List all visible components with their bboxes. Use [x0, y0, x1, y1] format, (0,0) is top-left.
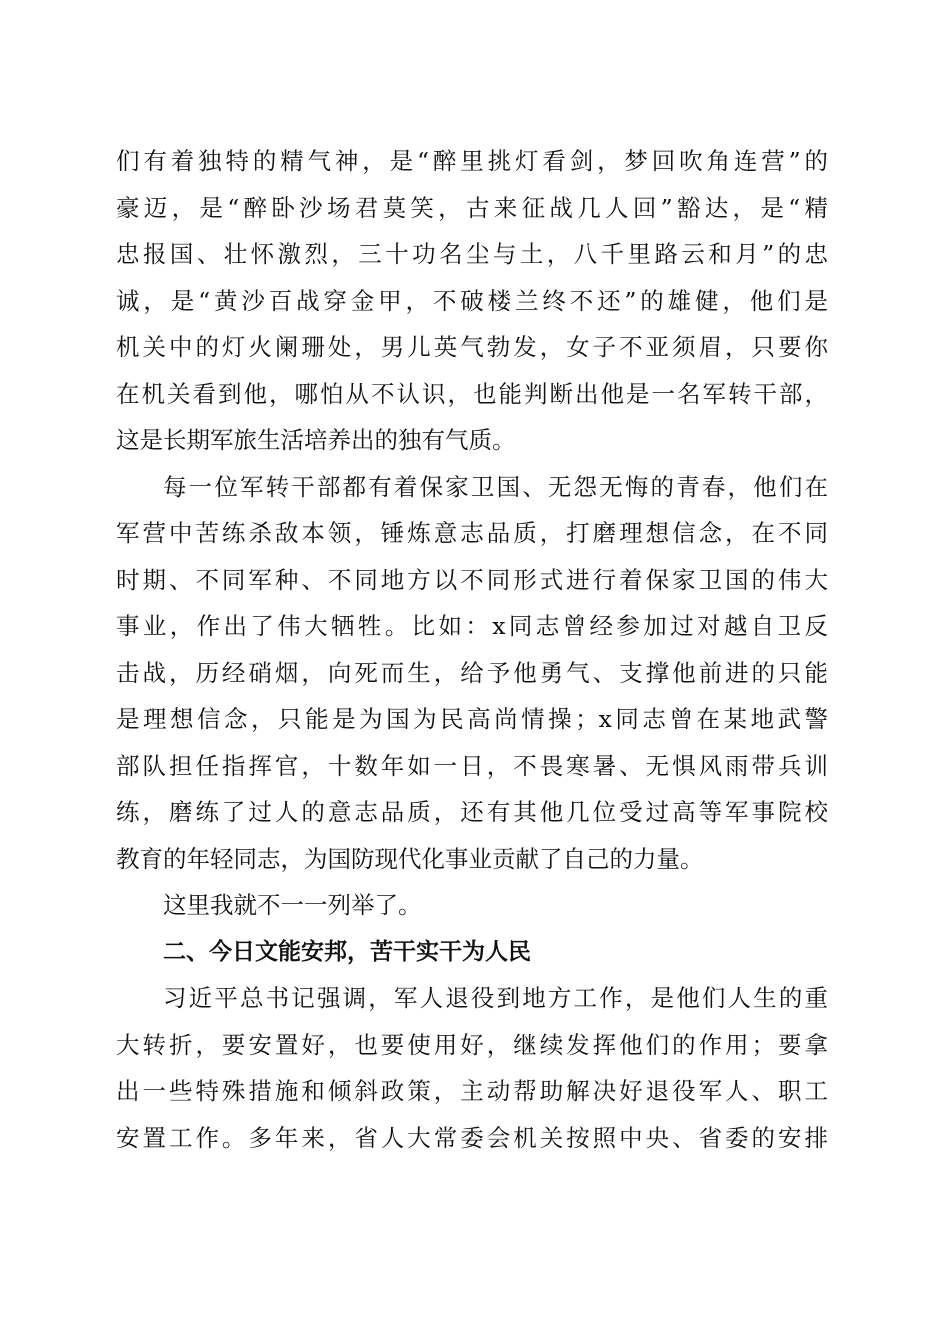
document-body [116, 138, 828, 1161]
text-line: 诚，是“黄沙百战穿金甲，不破楼兰终不还”的雄健，他们是 [116, 286, 828, 315]
text-line: 击战，历经硝烟，向死而生，给予他勇气、支撑他前进的只能 [116, 658, 828, 687]
paragraph-1 [116, 138, 828, 464]
text-line: 出一些特殊措施和倾斜政策，主动帮助解决好退役军人、职工 [116, 1077, 828, 1105]
text-line: 安置工作。多年来，省人大常委会机关按照中央、省委的安排 [116, 1123, 828, 1152]
text-line: 这里我就不一一列举了。 [163, 891, 422, 919]
text-line: 这是长期军旅生活培养出的独有气质。 [116, 426, 516, 454]
text-line: 每一位军转干部都有着保家卫国、无怨无悔的青春，他们在 [163, 472, 828, 501]
paragraph-2 [116, 464, 828, 883]
section-heading: 二、今日文能安邦，苦干实干为人民 [163, 938, 531, 965]
text-line: 事业，作出了伟大牺牲。比如：x同志曾经参加过对越自卫反 [116, 612, 828, 640]
text-line: 教育的年轻同志，为国防现代化事业贡献了自己的力量。 [116, 844, 704, 873]
text-line: 在机关看到他，哪怕从不认识，也能判断出他是一名军转干部， [116, 379, 828, 408]
text-line: 练，磨练了过人的意志品质，还有其他几位受过高等军事院校 [116, 798, 828, 826]
text-line: 军营中苦练杀敌本领，锤炼意志品质，打磨理想信念，在不同 [116, 519, 828, 547]
paragraph-4 [116, 975, 828, 1161]
paragraph-3 [116, 882, 828, 929]
text-line: 豪迈，是“醉卧沙场君莫笑，古来征战几人回”豁达，是“精 [116, 193, 828, 222]
text-line: 部队担任指挥官，十数年如一日，不畏寒暑、无惧风雨带兵训 [116, 751, 828, 780]
text-line: 机关中的灯火阑珊处，男儿英气勃发，女子不亚须眉，只要你 [116, 333, 828, 361]
text-line: 时期、不同军种、不同地方以不同形式进行着保家卫国的伟大 [116, 565, 828, 594]
text-line: 们有着独特的精气神，是“醉里挑灯看剑，梦回吹角连营”的 [116, 147, 828, 175]
text-line: 是理想信念，只能是为国为民高尚情操；x同志曾在某地武警 [116, 705, 828, 733]
text-line: 忠报国、壮怀激烈，三十功名尘与土，八千里路云和月”的忠 [116, 240, 828, 268]
text-line: 习近平总书记强调，军人退役到地方工作，是他们人生的重 [163, 984, 828, 1012]
text-line: 大转折，要安置好，也要使用好，继续发挥他们的作用；要拿 [116, 1030, 828, 1059]
